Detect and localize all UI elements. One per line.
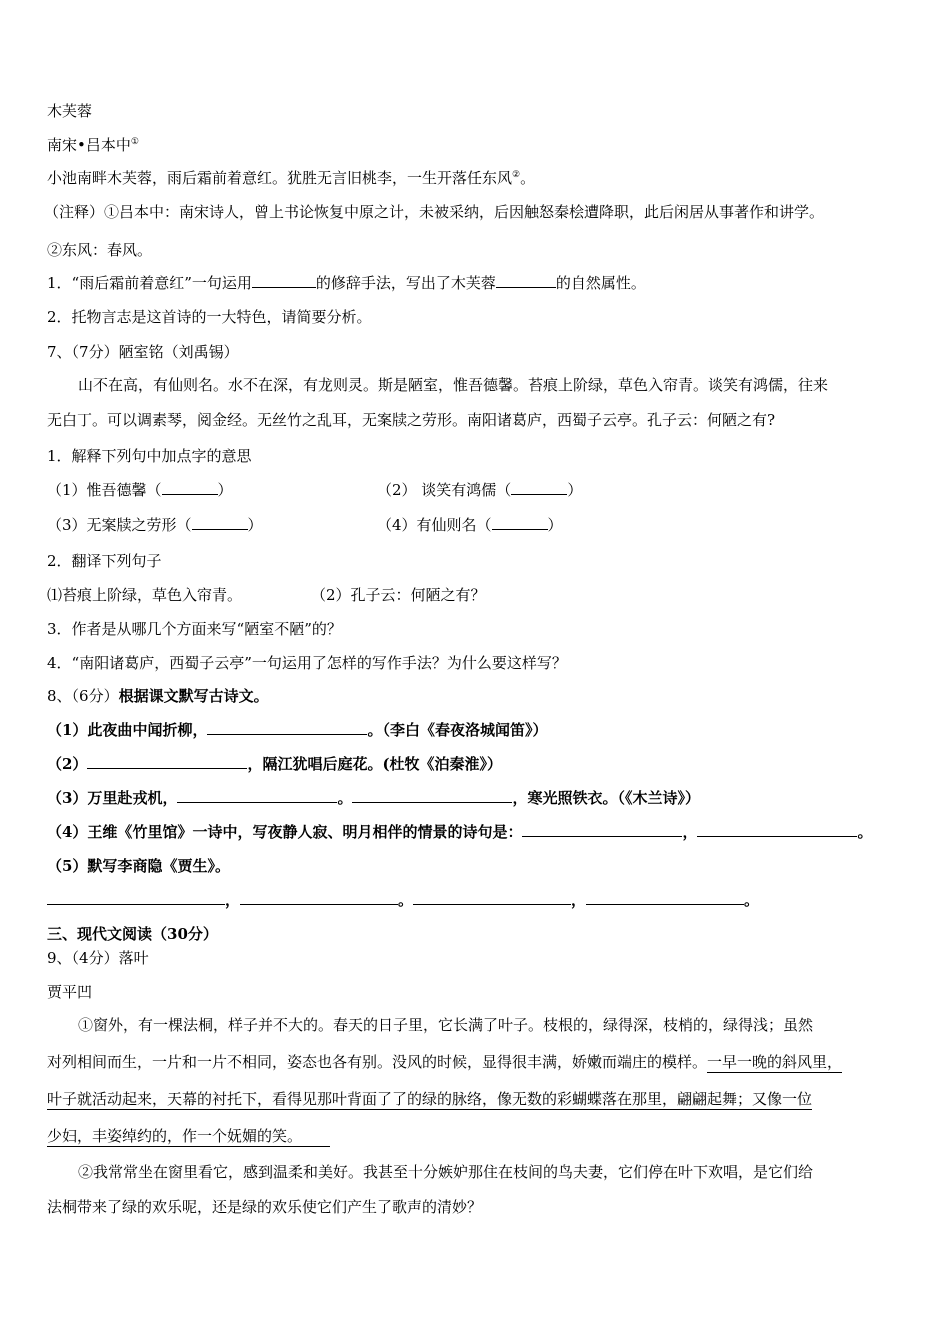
- question-8-title: [47, 686, 269, 706]
- q8-prefix: 8、（6分）: [47, 687, 119, 705]
- q8-4-part-b: ，: [682, 823, 698, 841]
- answer-blank[interactable]: [492, 515, 548, 530]
- q7-1-item-3: [47, 516, 263, 534]
- answer-blank[interactable]: [522, 822, 682, 837]
- question-8-4: [47, 822, 872, 842]
- paren-close: ）: [217, 481, 233, 499]
- footnote-mark-2: ②: [512, 170, 521, 180]
- question-6-1: [47, 273, 646, 293]
- q8-3-part-c: ，寒光照铁衣。（《木兰诗》）: [512, 789, 700, 807]
- answer-blank[interactable]: [511, 480, 567, 495]
- q9-paragraph-1-line-1: ①窗外，有一棵法桐，样子并不大的。春天的日子里，它长满了叶子。枝根的，绿得深，枝梢的，绿得浅；虽然: [78, 1016, 814, 1034]
- separator: ，: [571, 891, 587, 909]
- q7-2-item-2: （2）孔子云：何陋之有？: [311, 586, 486, 604]
- question-7-4: 4．“南阳诸葛庐，西蜀子云亭”一句运用了怎样的写作手法？为什么要这样写？: [47, 654, 567, 672]
- answer-blank[interactable]: [352, 788, 512, 803]
- question-8-3: [47, 788, 700, 808]
- answer-blank[interactable]: [177, 788, 337, 803]
- question-7-text-line-2: 无白丁。可以调素琴，阅金经。无丝竹之乱耳，无案牍之劳形。南阳诸葛庐，西蜀子云亭。孔子云：何陋之有?: [47, 411, 776, 429]
- q7-2-item-1: ⑴苔痕上阶绿，草色入帘青。: [47, 586, 243, 604]
- poem-title: 木芙蓉: [47, 102, 93, 120]
- question-8-5-blanks: [47, 890, 759, 910]
- question-6-2: 2．托物言志是这首诗的一大特色，请简要分析。: [47, 308, 372, 326]
- separator: 。: [398, 891, 414, 909]
- question-7-3: 3．作者是从哪几个方面来写“陋室不陋”的？: [47, 620, 342, 638]
- question-7-2-items: [47, 585, 947, 605]
- question-8-1: [47, 720, 547, 740]
- question-9-author: 贾平凹: [47, 983, 93, 1001]
- answer-blank[interactable]: [207, 720, 367, 735]
- answer-blank[interactable]: [162, 480, 218, 495]
- q8-2-part-b: ，隔江犹唱后庭花。(杜牧《泊秦淮》）: [247, 755, 503, 773]
- poem-text-end: 。: [520, 169, 536, 187]
- separator: 。: [744, 891, 760, 909]
- answer-blank[interactable]: [252, 273, 316, 288]
- question-7-2: 2．翻译下列句子: [47, 552, 162, 570]
- q6-1-part-c: 的自然属性。: [555, 274, 646, 292]
- q8-2-part-a: （2）: [47, 755, 88, 773]
- footnote-mark-1: ①: [130, 137, 139, 147]
- q7-1-item-2-text: （2） 谈笑有鸿儒（: [377, 481, 512, 499]
- paren-close: ）: [547, 516, 563, 534]
- paren-close: ）: [247, 516, 263, 534]
- question-8-5: （5）默写李商隐《贾生》。: [47, 857, 230, 875]
- paren-close: ）: [567, 481, 583, 499]
- q8-4-part-a: （4）王维《竹里馆》一诗中，写夜静人寂、明月相伴的情景的诗句是：: [47, 823, 523, 841]
- answer-blank[interactable]: [697, 822, 857, 837]
- q9-paragraph-1-line-2: [47, 1052, 842, 1072]
- q8-1-part-a: （1）此夜曲中闻折柳，: [47, 721, 208, 739]
- answer-blank[interactable]: [496, 273, 556, 288]
- poem-author-text: 南宋•吕本中: [47, 136, 131, 154]
- question-7-1-row-1: [47, 480, 947, 500]
- question-8-2: [47, 754, 502, 774]
- q8-4-part-c: 。: [857, 823, 873, 841]
- separator: ，: [225, 891, 241, 909]
- q8-1-part-b: 。（李白《春夜洛城闻笛》）: [367, 721, 548, 739]
- question-7-text-line-1: 山不在高，有仙则名。水不在深，有龙则灵。斯是陋室，惟吾德馨。苔痕上阶绿，草色入帘青。谈笑有鸿儒，往来: [78, 376, 829, 394]
- question-7-title: 7、（7分）陋室铭（刘禹锡）: [47, 343, 239, 361]
- q7-1-item-3-text: （3）无案牍之劳形（: [47, 516, 192, 534]
- q6-1-part-a: 1．“雨后霜前着意红”一句运用: [47, 274, 252, 292]
- q7-1-item-1: [47, 481, 233, 499]
- q9-underlined-sentence-end: 少妇，丰姿绰约的，作一个妩媚的笑。: [47, 1127, 330, 1147]
- note-1: （注释）①吕本中：南宋诗人，曾上书论恢复中原之计，未被采纳，后因触怒秦桧遭降职，此后闲居从事著作和讲学。: [44, 203, 825, 221]
- q7-1-item-4: [377, 515, 563, 535]
- answer-blank[interactable]: [240, 890, 398, 905]
- q8-3-part-a: （3）万里赴戎机，: [47, 789, 178, 807]
- answer-blank[interactable]: [192, 515, 248, 530]
- answer-blank[interactable]: [87, 754, 247, 769]
- q7-1-item-2: [377, 480, 582, 500]
- question-7-1-row-2: [47, 515, 947, 535]
- section-3-heading: 三、现代文阅读（30分）: [47, 925, 218, 943]
- question-9-title: 9、（4分）落叶: [47, 949, 149, 967]
- answer-blank[interactable]: [586, 890, 744, 905]
- q9-paragraph-2-line-1: ②我常常坐在窗里看它，感到温柔和美好。我甚至十分嫉妒那住在枝间的鸟夫妻，它们停在叶下欢唱，是它们给: [78, 1163, 814, 1181]
- q9-paragraph-2-line-2: 法桐带来了绿的欢乐呢，还是绿的欢乐使它们产生了歌声的清妙？: [47, 1198, 483, 1216]
- q7-1-item-1-text: （1）惟吾德馨（: [47, 481, 162, 499]
- q7-1-item-4-text: （4）有仙则名（: [377, 516, 492, 534]
- poem-text-body: 小池南畔木芙蓉，雨后霜前着意红。犹胜无言旧桃李，一生开落任东风: [47, 169, 513, 187]
- question-7-1: 1．解释下列句中加点字的意思: [47, 447, 252, 465]
- answer-blank[interactable]: [47, 890, 225, 905]
- q9-p1-l2-plain: 对列相间而生，一片和一片不相同，姿态也各有别。没风的时候，显得很丰满，娇嫩而端庄的模样。: [47, 1053, 708, 1071]
- q8-3-part-b: 。: [337, 789, 353, 807]
- poem-author: [47, 135, 139, 155]
- answer-blank[interactable]: [413, 890, 571, 905]
- q9-paragraph-1-line-3: [47, 1089, 812, 1109]
- q8-title-text: 根据课文默写古诗文。: [118, 687, 269, 705]
- q9-underlined-sentence: 叶子就活动起来，天幕的衬托下，看得见那叶背面了了的绿的脉络，像无数的彩蝴蝶落在那里，翩翩起舞；又像一位: [47, 1090, 813, 1108]
- note-2: ②东风：春风。: [47, 241, 153, 259]
- q6-1-part-b: 的修辞手法，写出了木芙蓉: [315, 274, 496, 292]
- poem-text: [47, 168, 535, 188]
- q9-underlined-sentence-start: 一早一晚的斜风里，: [707, 1053, 843, 1071]
- q9-paragraph-1-line-4: [47, 1126, 330, 1146]
